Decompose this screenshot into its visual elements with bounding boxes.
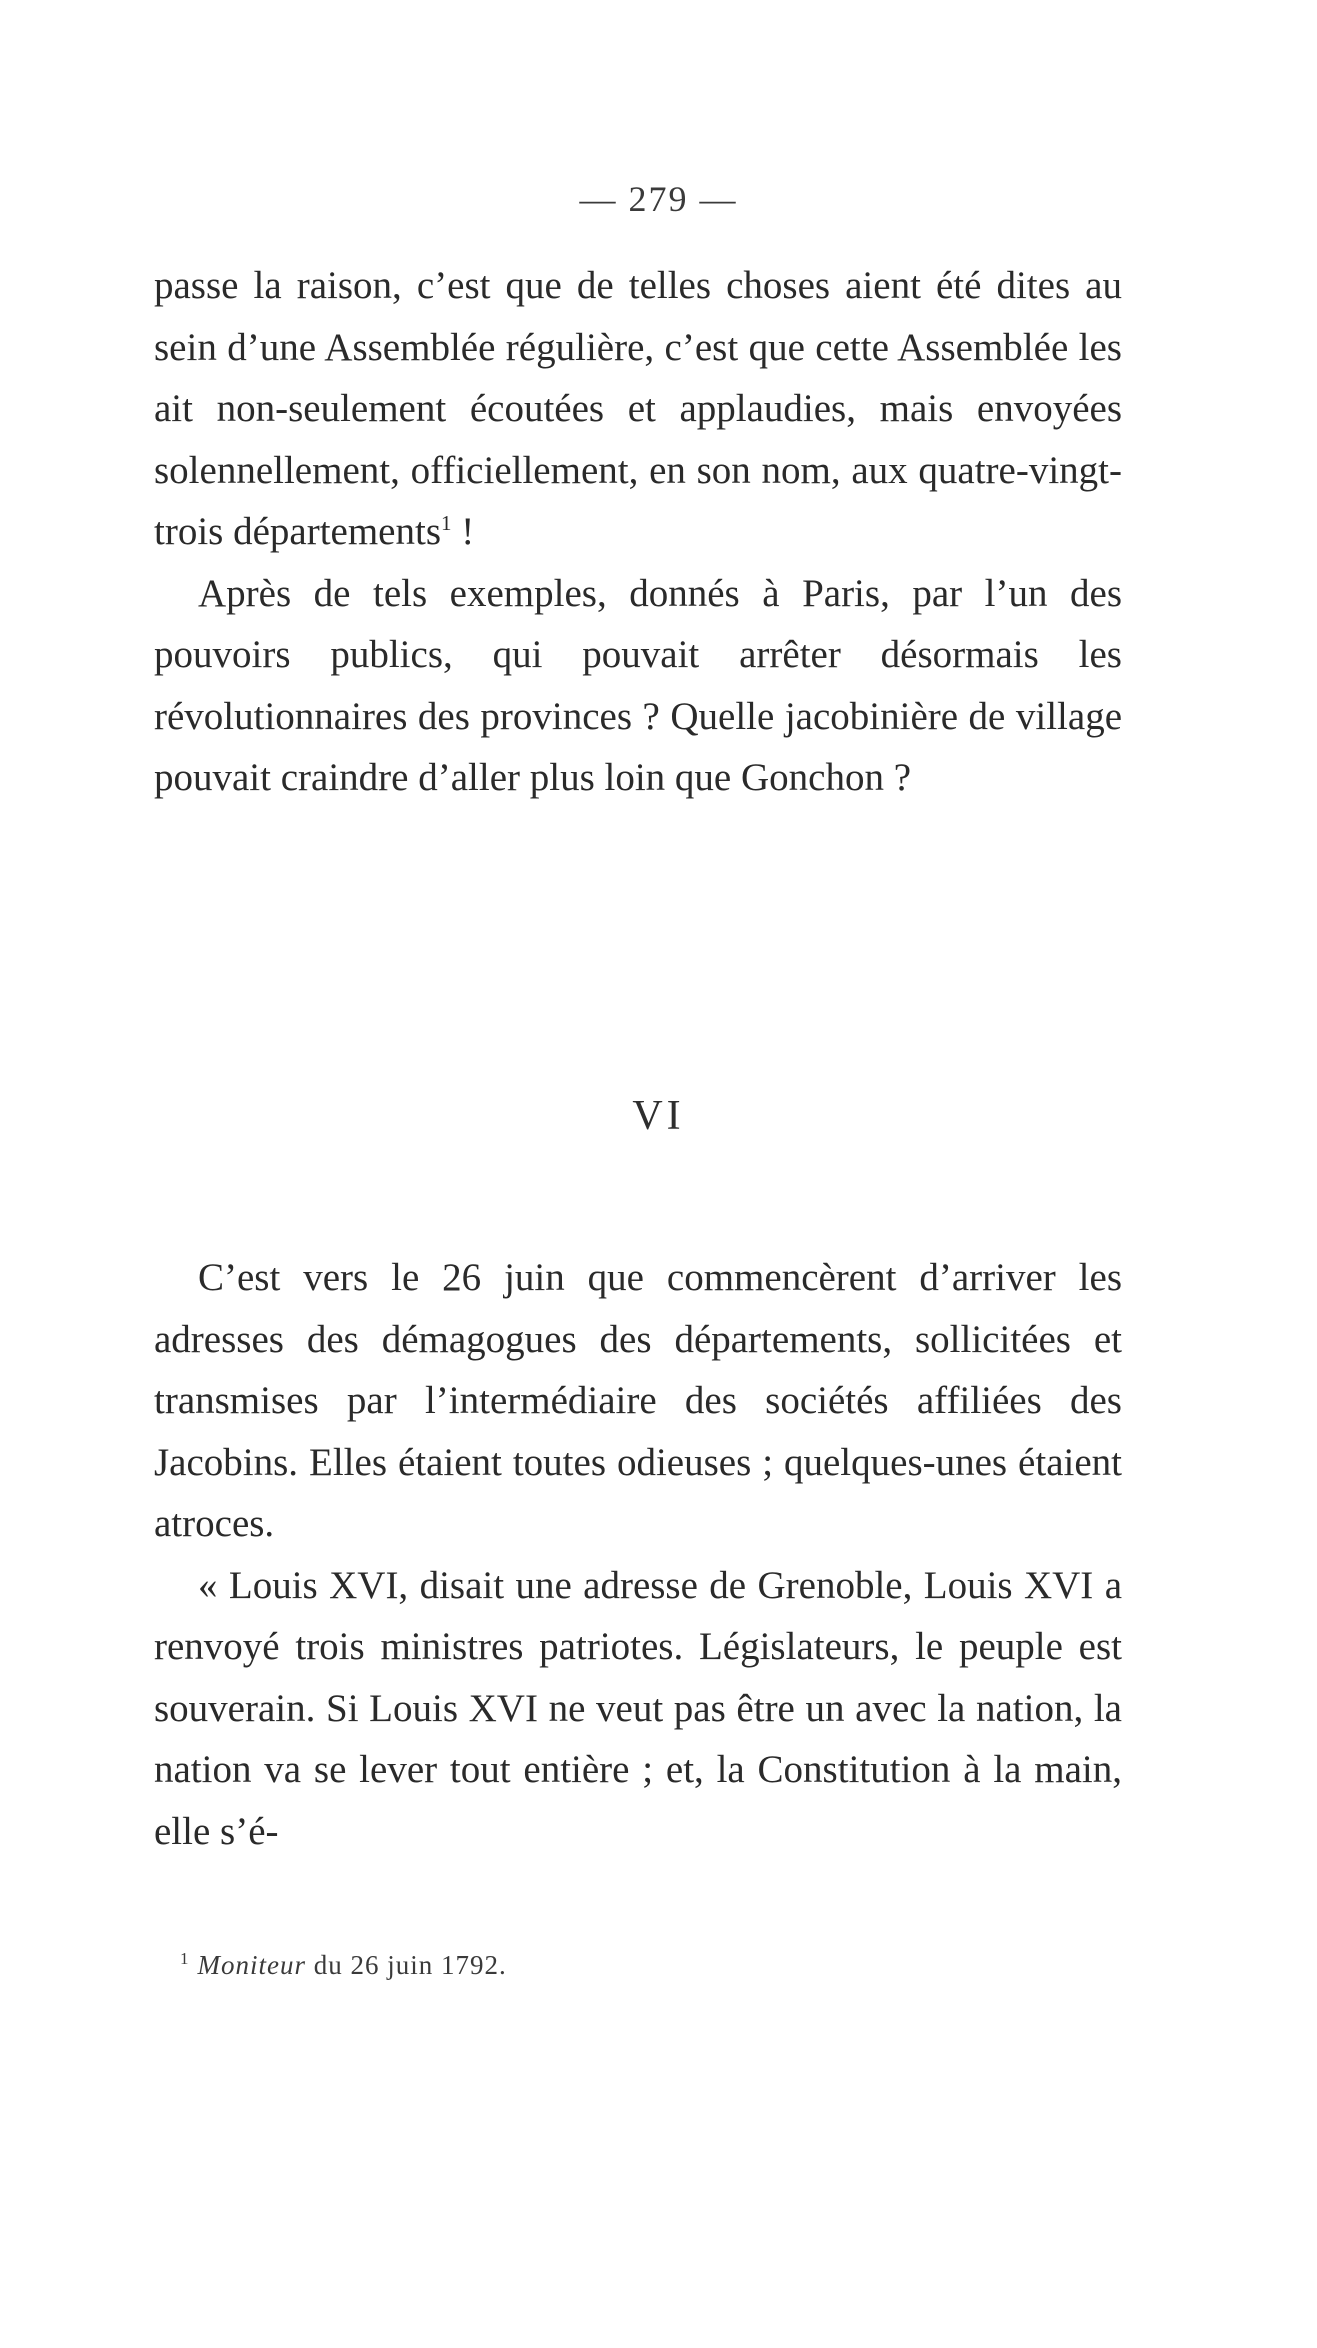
footnote-reference: 1 [441, 511, 452, 535]
page-number: — 279 — [579, 179, 738, 219]
footnote [180, 1941, 1080, 1983]
section-heading: VI [632, 1093, 685, 1139]
footnote-source: Moniteur [197, 1950, 306, 1980]
text-block-bottom [154, 1247, 1122, 1862]
paragraph-text: passe la raison, c’est que de telles choses aient été dites au sein d’une Assemblée régulière, c’est que cette Assemblée les ait non-seulement écoutées et applaudies, mais envoyées solennellement, officiellement, en son nom, aux quatre-vingt-trois départements [154, 264, 1122, 553]
paragraph-tail: ! [451, 510, 475, 553]
paragraph: « Louis XVI, disait une adresse de Grenoble, Louis XVI a renvoyé trois ministres patriotes. Législateurs, le peuple est souverain. Si Louis XVI ne veut pas être un avec la nation, la nation va se lever tout entière ; et, la Constitution à la main, elle s’é- [154, 1563, 1122, 1853]
paragraph: C’est vers le 26 juin que commencèrent d’arriver les adresses des démagogues des départements, sollicitées et transmises par l’intermédiaire des sociétés affiliées des Jacobins. Elles étaient toutes odieuses ; quelques-unes étaient atroces. [154, 1256, 1122, 1545]
paragraph [154, 255, 1122, 563]
text-block-top [154, 255, 1122, 809]
footnote-marker: 1 [180, 1949, 190, 1968]
paragraph: Après de tels exemples, donnés à Paris, par l’un des pouvoirs publics, qui pouvait arrêter désormais les révolutionnaires des provinces ? Quelle jacobinière de village pouvait craindre d’aller plus loin que Gonchon ? [154, 571, 1122, 799]
footnote-text: du 26 juin 1792. [306, 1950, 507, 1980]
